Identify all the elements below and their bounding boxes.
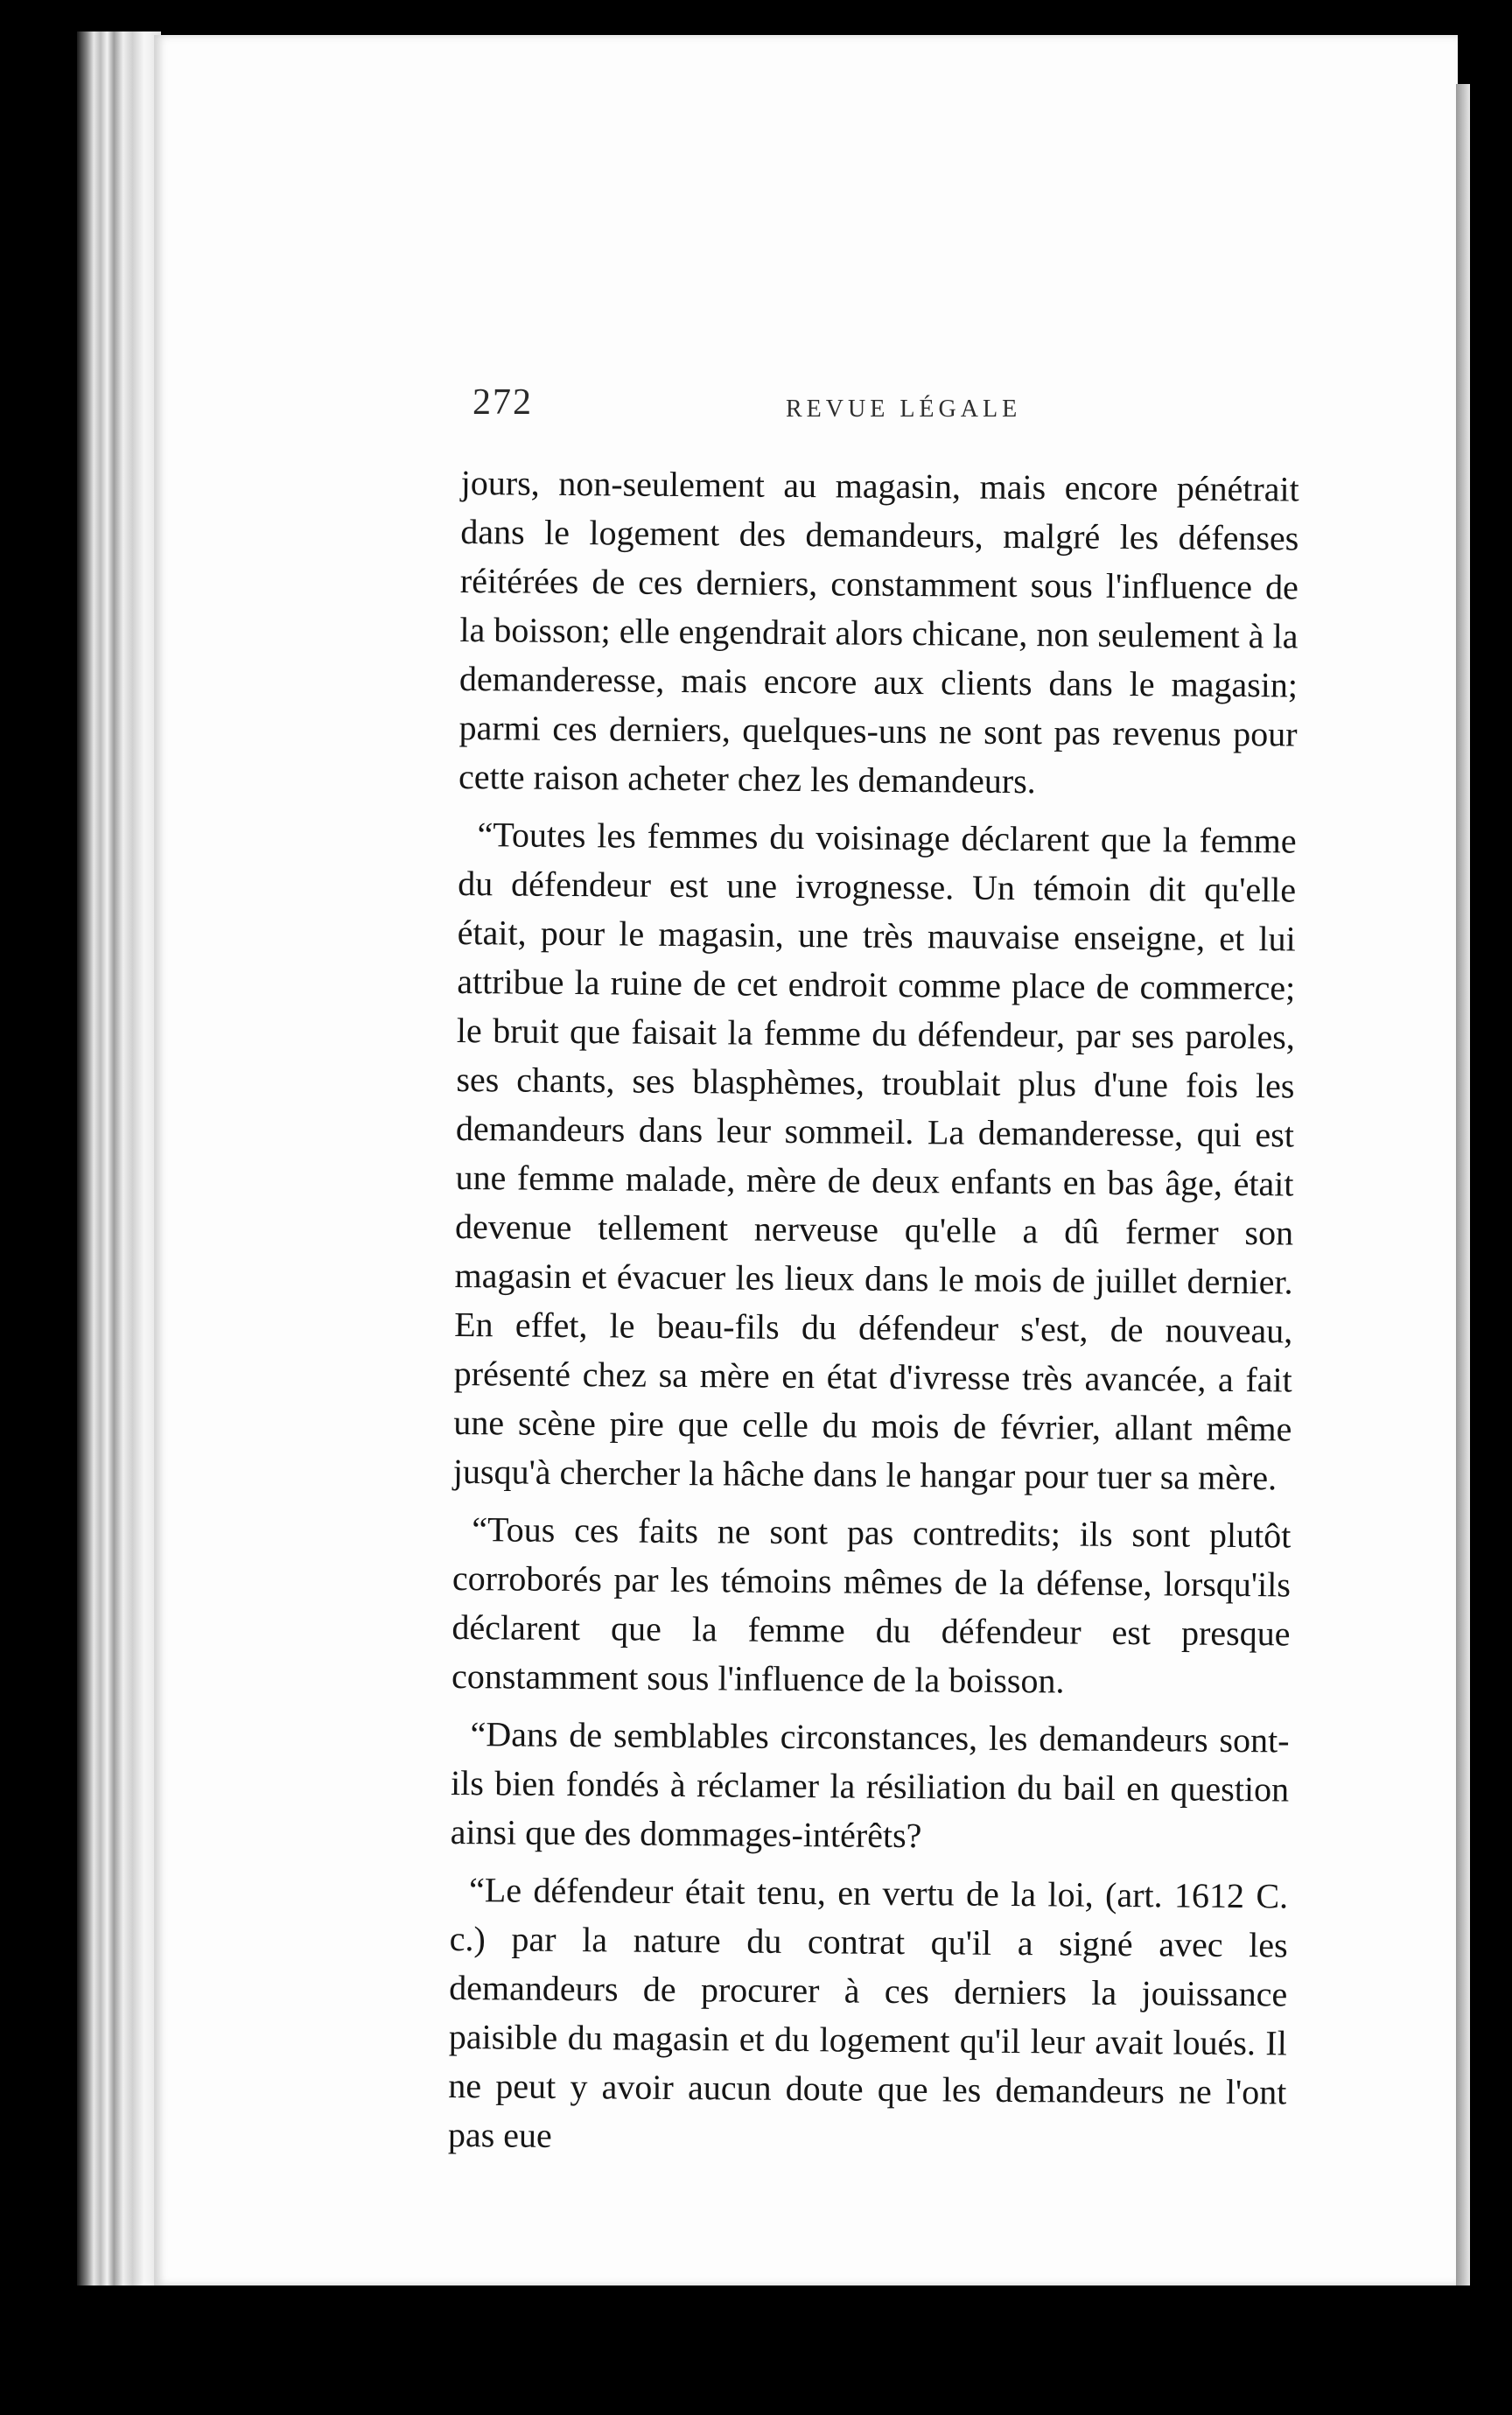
- paragraph-5: “Le défendeur était tenu, en vertu de la loi, (art. 1612 C. c.) par la nature du contrat qu'il a signé avec les demandeurs de procurer à ces derniers la jouissance paisible du magasin et du logement qu'il leur avait loués. Il ne peut y avoir aucun doute que les demandeurs ne l'ont pas eue: [447, 1870, 1289, 2155]
- page-number: 272: [472, 382, 533, 423]
- paragraph-4: “Dans de semblables circonstances, les demandeurs sont-ils bien fondés à réclamer la résiliation du bail en question ainsi que des dommages-intérêts?: [450, 1714, 1290, 1856]
- facing-page-edge: [1456, 84, 1470, 2286]
- running-title: REVUE LÉGALE: [786, 396, 1022, 423]
- paragraph-3: “Tous ces faits ne sont pas contredits; ils sont plutôt corroborés par les témoins mêmes de la défense, lorsqu'ils déclarent que la femme du défendeur est presque constamment sous l'influence de la boisson.: [451, 1509, 1292, 1701]
- body-text: [448, 458, 1299, 2174]
- paragraph-2: “Toutes les femmes du voisinage déclarent que la femme du défendeur est une ivrognesse. Un témoin dit qu'elle était, pour le magasin, une très mauvaise enseigne, et lui attribue la ruine de cet endroit comme place de commerce; le bruit que faisait la femme du défendeur, par ses paroles, ses chants, ses blasphèmes, troublait plus d'une fois les demandeurs dans leur sommeil. La demanderesse, qui est une femme malade, mère de deux enfants en bas âge, était devenue tellement nerveuse qu'elle a dû fermer son magasin et évacuer les lieux dans le mois de juillet dernier. En effet, le beau-fils du défendeur s'est, de nouveau, présenté chez sa mère en état d'ivresse très avancée, a fait une scène pire que celle du mois de février, allant même jusqu'à chercher la hâche dans le hangar pour tuer sa mère.: [452, 815, 1297, 1498]
- paragraph-1: jours, non-seulement au magasin, mais encore pénétrait dans le logement des demandeurs, malgré les défenses réitérées de ces derniers, constamment sous l'influence de la boisson; elle engendrait alors chicane, non seulement à la demanderesse, mais encore aux clients dans le magasin; parmi ces derniers, quelques-uns ne sont pas revenus pour cette raison acheter chez les demandeurs.: [458, 462, 1299, 802]
- page-stack-edge: [77, 32, 161, 2286]
